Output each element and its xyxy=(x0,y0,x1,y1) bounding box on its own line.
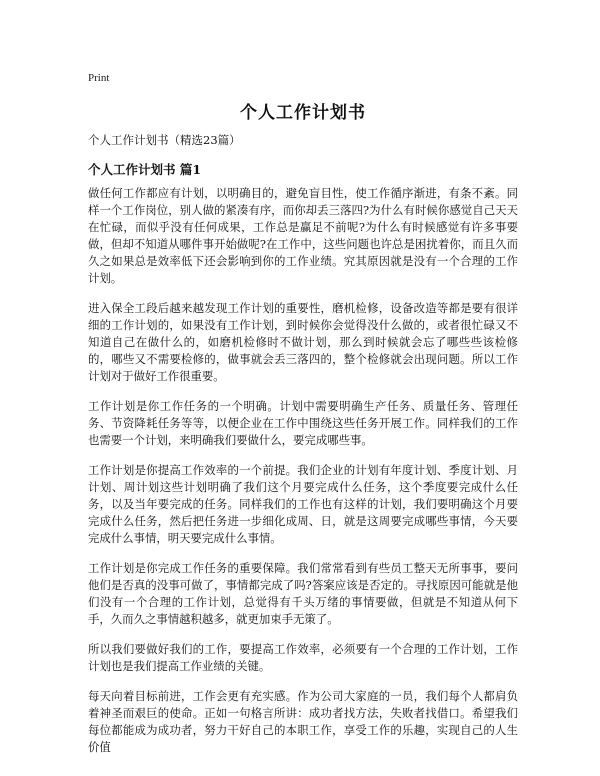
paragraph-1: 做任何工作都应有计划，以明确目的，避免盲目性，使工作循序渐进，有条不紊。同样一个工作岗位，别人做的紧凑有序，而你却丢三落四?为什么有时候你感觉自己天天在忙碌，而似乎没有任何成果，工作总是赢足不前呢?为什么有时候感觉有许多事要做，但却不知道从哪件事开始做呢?在工作中，这些问题也许总是困扰着你，而且久而久之如果总是效率低下还会影响到你的工作业绩。究其原因就是没有一个合理的工作计划。 xyxy=(88,186,518,285)
paragraph-5: 工作计划是你完成工作任务的重要保障。我们常常看到有些员工整天无所事事，要问他们是否真的没事可做了，事情都完成了吗?答案应该是否定的。寻找原因可能就是他们没有一个合理的工作计划，总觉得有千头万绪的事情要做，但就是不知道从何下手，久而久之事情越积越多，就更加束手无策了。 xyxy=(88,561,518,626)
document-title: 个人工作计划书 xyxy=(240,103,366,123)
document-subtitle: 个人工作计划书（精选23篇） xyxy=(88,133,241,147)
paragraph-7: 每天向着目标前进，工作会更有充实感。作为公司大家庭的一员，我们每个人都肩负着神圣而艰巨的使命。正如一句格言所讲：成功者找方法，失败者找借口。希望我们每位都能成为成功者，努力干好自己的本职工作，享受工作的乐趣，实现自己的人生价值 xyxy=(88,689,518,754)
section-heading: 个人工作计划书 篇1 xyxy=(88,162,202,177)
print-label: Print xyxy=(88,72,110,84)
paragraph-6: 所以我们要做好我们的工作，要提高工作效率，必须要有一个合理的工作计划，工作计划也是我们提高工作业绩的关键。 xyxy=(88,642,518,673)
paragraph-2: 进入保全工段后越来越发现工作计划的重要性，磨机检修，设备改造等都是要有很详细的工作计划的，如果没有工作计划，到时候你会觉得没什么做的，或者很忙碌又不知道自己在做什么的，如磨机检修时不做计划，那么到时候就会忘了哪些些该检修的，哪些又不需要检修的，做事就会丢三落四的，整个检修就会出现问题。所以工作计划对于做好工作很重要。 xyxy=(88,301,518,383)
document-body xyxy=(88,185,518,769)
paragraph-4: 工作计划是你提高工作效率的一个前提。我们企业的计划有年度计划、季度计划、月计划、周计划这些计划明确了我们这个月要完成什么任务，这个季度要完成什么任务，以及当年要完成的任务。同样我们的工作也有这样的计划，我们要明确这个月要完成什么任务，然后把任务进一步细化成周、日，就是这周要完成哪些事情，今天要完成什么事情，明天要完成什么事情。 xyxy=(88,463,518,545)
paragraph-3: 工作计划是你工作任务的一个明确。计划中需要明确生产任务、质量任务、管理任务、节资降耗任务等等，以便企业在工作中围绕这些任务开展工作。同样我们的工作也需要一个计划，来明确我们要做什么，要完成哪些事。 xyxy=(88,399,518,447)
